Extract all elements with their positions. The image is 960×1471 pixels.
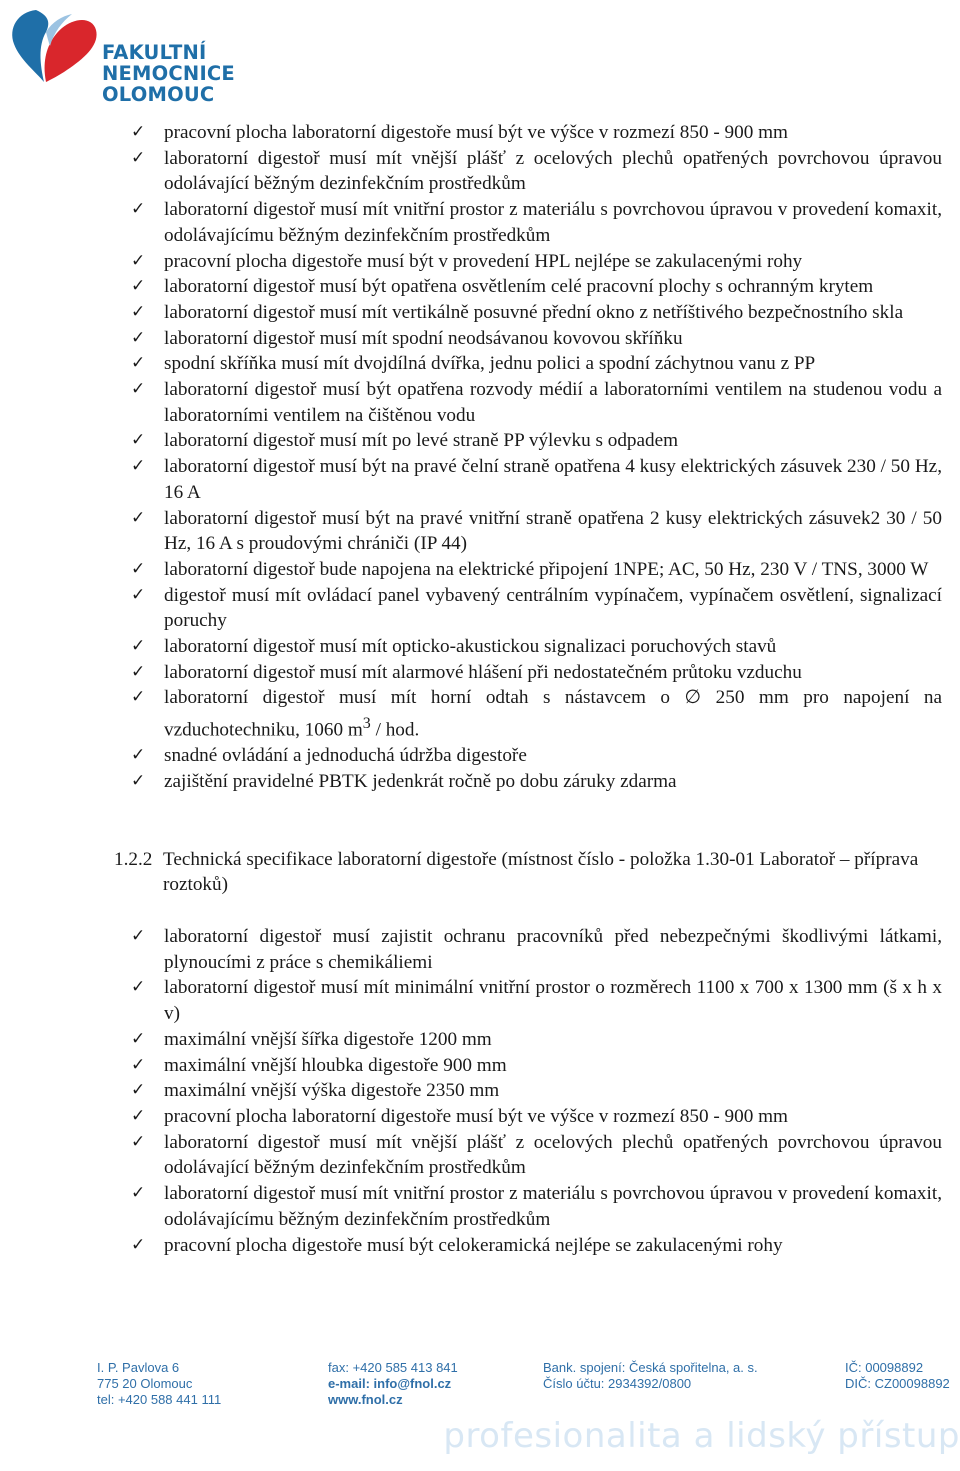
section-title: Technická specifikace laboratorní digestoře (místnost číslo - položka 1.30-01 Laboratoř – příprava roztoků) (163, 848, 919, 896)
hospital-logo-icon (6, 2, 98, 86)
checkmark-icon: ✓ (131, 558, 146, 579)
list-item (0, 924, 960, 975)
item-text: zajištění pravidelné PBTK jedenkrát ročně po dobu záruky zdarma (164, 770, 677, 792)
address-street: I. P. Pavlova 6 (97, 1360, 180, 1375)
item-text: digestoř musí mít ovládací panel vybavený centrálním vypínačem, vypínačem osvětlení, signalizací poruchy (164, 584, 942, 632)
dic: DIČ: CZ00098892 (845, 1376, 950, 1391)
account-number: Číslo účtu: 2934392/0800 (543, 1376, 692, 1391)
document-body (0, 120, 960, 1258)
footer-address (97, 1360, 221, 1408)
checkmark-icon: ✓ (131, 199, 146, 220)
checkmark-icon: ✓ (131, 250, 146, 271)
checkmark-icon: ✓ (131, 1080, 146, 1101)
list-item (0, 1130, 960, 1181)
checkmark-icon: ✓ (131, 1054, 146, 1075)
item-text: maximální vnější šířka digestoře 1200 mm (164, 1028, 492, 1050)
list-item (0, 685, 960, 743)
item-text: laboratorní digestoř musí být opatřena osvětlením celé pracovní plochy s ochranným krytem (164, 276, 874, 298)
list-item (0, 1104, 960, 1130)
item-text-part-a: laboratorní digestoř musí mít horní odtah s nástavcem o ∅ 250 mm pro napojení na vzduchotechniku, 1060 m (164, 687, 942, 741)
item-text: laboratorní digestoř musí být na pravé vnitřní straně opatřena 2 kusy elektrických zásuvek2 30 / 50 Hz, 16 A s proudovými chrániči (IP 44) (164, 507, 942, 555)
item-text: laboratorní digestoř musí mít vnější plášť z ocelových plechů opatřených povrchovou úpravou odolávající běžným dezinfekčním prostředkům (164, 1131, 942, 1179)
item-text: laboratorní digestoř musí být na pravé čelní straně opatřena 4 kusy elektrických zásuvek 230 / 50 Hz, 16 A (164, 456, 942, 503)
organization-name (102, 42, 336, 105)
item-text: laboratorní digestoř musí mít po levé straně PP výlevku s odpadem (164, 430, 679, 452)
item-text: snadné ovládání a jednoduchá údržba digestoře (164, 745, 527, 767)
item-text: pracovní plocha digestoře musí být v provedení HPL nejlépe se zakulacenými rohy (164, 250, 803, 272)
list-item (0, 1181, 960, 1232)
list-item (0, 146, 960, 197)
checkmark-icon: ✓ (131, 122, 146, 142)
item-text: maximální vnější hloubka digestoře 900 mm (164, 1054, 507, 1076)
item-text: laboratorní digestoř bude napojena na elektrické připojení 1NPE; AC, 50 Hz, 230 V / TNS, 3000 W (164, 558, 929, 580)
list-item (0, 274, 960, 300)
item-text: pracovní plocha laboratorní digestoře musí být ve výšce v rozmezí 850 - 900 mm (164, 1106, 788, 1127)
list-item (0, 377, 960, 428)
list-item (0, 634, 960, 660)
list-item (0, 454, 960, 505)
list-item (0, 557, 960, 583)
item-text: laboratorní digestoř musí mít minimální vnitřní prostor o rozměrech 1100 x 700 x 1300 mm (š x h x v) (164, 977, 942, 1025)
item-text: laboratorní digestoř musí mít vnější plášť z ocelových plechů opatřených povrchovou úpravou odolávající běžným dezinfekčním prostředkům (164, 147, 942, 195)
item-text: laboratorní digestoř musí zajistit ochranu pracovníků před nebezpečnými škodlivými látkami, plynoucími z práce s chemikáliemi (164, 926, 942, 973)
list-item (0, 743, 960, 769)
checkmark-icon: ✓ (131, 1183, 146, 1204)
checkmark-icon: ✓ (131, 379, 146, 400)
item-text: laboratorní digestoř musí mít vertikálně posuvné přední okno z netříštivého bezpečnostního skla (164, 301, 904, 323)
checkmark-icon: ✓ (131, 977, 146, 998)
checkmark-icon: ✓ (131, 926, 146, 947)
checkmark-icon: ✓ (131, 430, 146, 451)
phone: tel: +420 588 441 111 (97, 1392, 222, 1407)
org-name-line1: FAKULTNÍ NEMOCNICE (102, 41, 235, 85)
item-text: pracovní plocha laboratorní digestoře musí být ve výšce v rozmezí 850 - 900 mm (164, 122, 788, 143)
checkmark-icon: ✓ (131, 745, 146, 766)
list-item (0, 506, 960, 557)
list-item (0, 660, 960, 686)
list-item (0, 1078, 960, 1104)
list-item (0, 1027, 960, 1053)
item-text: laboratorní digestoř musí mít spodní neodsávanou kovovou skříňku (164, 327, 683, 349)
ico: IČ: 00098892 (845, 1360, 924, 1375)
list-item (0, 975, 960, 1026)
item-text-part-b: / hod. (370, 719, 420, 741)
item-text: laboratorní digestoř musí být opatřena rozvody médií a laboratorními ventilem na studenou vodu a laboratorními ventilem na čištěnou vodu (164, 379, 942, 426)
list-item (0, 428, 960, 454)
checkmark-icon: ✓ (131, 687, 146, 708)
checkmark-icon: ✓ (131, 1234, 146, 1255)
checkmark-icon: ✓ (131, 636, 146, 657)
list-item (0, 120, 960, 146)
slogan: profesionalita a lidský přístup (443, 1416, 960, 1456)
website-link[interactable]: www.fnol.cz (328, 1392, 403, 1407)
checkmark-icon: ✓ (131, 327, 146, 348)
checkmark-icon: ✓ (131, 301, 146, 322)
list-item (0, 249, 960, 275)
list-item (0, 351, 960, 377)
section-heading (0, 847, 960, 898)
item-text: pracovní plocha digestoře musí být celokeramická nejlépe se zakulacenými rohy (164, 1234, 783, 1256)
list-item (0, 326, 960, 352)
address-city: 775 20 Olomouc (97, 1376, 193, 1391)
fax: fax: +420 585 413 841 (328, 1360, 458, 1375)
list-item (0, 197, 960, 248)
checkmark-icon: ✓ (131, 584, 146, 605)
checkmark-icon: ✓ (131, 770, 146, 791)
list-item (0, 769, 960, 795)
email-link[interactable]: e-mail: info@fnol.cz (328, 1376, 452, 1391)
list-item (0, 583, 960, 634)
list-item (0, 1053, 960, 1079)
checkmark-icon: ✓ (131, 456, 146, 477)
footer (0, 1360, 960, 1471)
checkmark-icon: ✓ (131, 276, 146, 297)
footer-bank (543, 1360, 758, 1392)
footer-contact (328, 1360, 458, 1408)
header (6, 2, 336, 106)
superscript: 3 (362, 715, 371, 733)
requirements-list-2 (0, 924, 960, 1258)
item-text: laboratorní digestoř musí mít opticko-akustickou signalizaci poruchových stavů (164, 636, 777, 658)
list-item (0, 1233, 960, 1259)
item-text: laboratorní digestoř musí mít alarmové hlášení při nedostatečném průtoku vzduchu (164, 661, 802, 683)
checkmark-icon: ✓ (131, 1028, 146, 1049)
item-text: laboratorní digestoř musí mít vnitřní prostor z materiálu s povrchovou úpravou v provedení komaxit, odolávajícímu běžným dezinfekčním prostředkům (164, 1183, 942, 1230)
requirements-list-1 (0, 120, 960, 795)
checkmark-icon: ✓ (131, 147, 146, 168)
item-text (164, 685, 942, 743)
item-text: maximální vnější výška digestoře 2350 mm (164, 1080, 500, 1102)
checkmark-icon: ✓ (131, 507, 146, 528)
item-text: spodní skříňka musí mít dvojdílná dvířka, jednu polici a spodní záchytnou vanu z PP (164, 353, 816, 375)
org-name-line2: OLOMOUC (102, 83, 215, 106)
checkmark-icon: ✓ (131, 1106, 146, 1126)
checkmark-icon: ✓ (131, 661, 146, 682)
checkmark-icon: ✓ (131, 1131, 146, 1152)
item-text: laboratorní digestoř musí mít vnitřní prostor z materiálu s povrchovou úpravou v provedení komaxit, odolávajícímu běžným dezinfekčním prostředkům (164, 199, 942, 246)
checkmark-icon: ✓ (131, 353, 146, 374)
section-number: 1.2.2 (114, 848, 153, 870)
footer-ids (845, 1360, 950, 1392)
bank-connection: Bank. spojení: Česká spořitelna, a. s. (543, 1360, 758, 1375)
list-item (0, 300, 960, 326)
